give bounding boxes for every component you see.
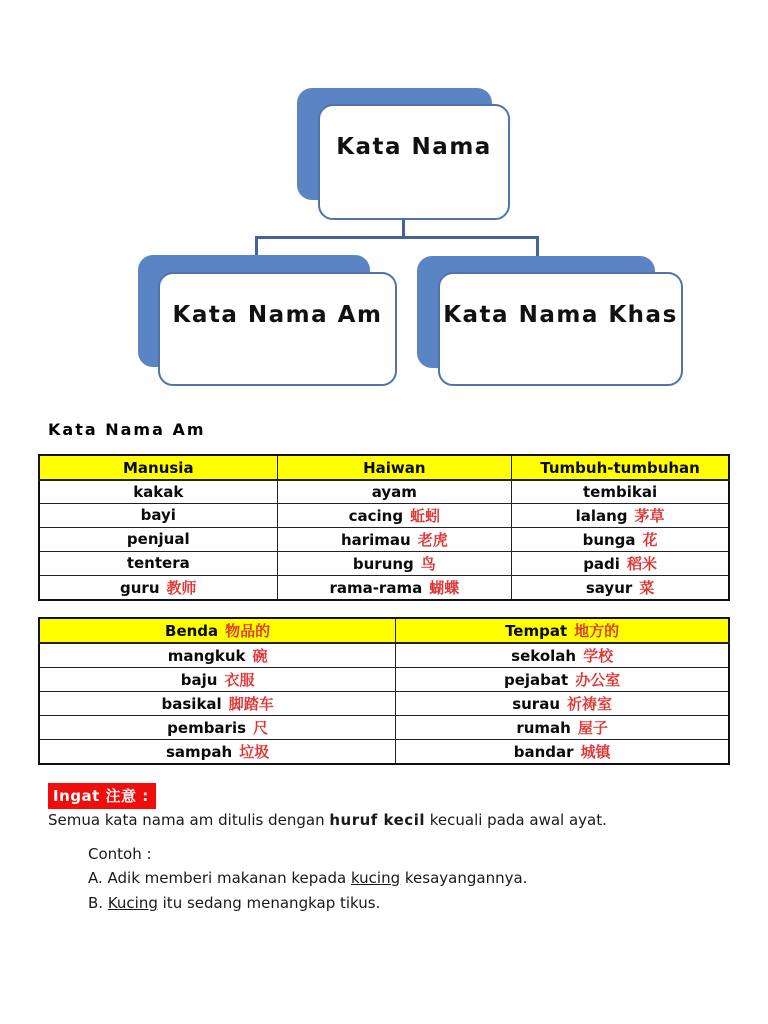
column-header-tempat: Tempat 地方的 bbox=[396, 618, 729, 643]
table-header-row bbox=[39, 455, 729, 480]
table-cell: mangkuk 碗 bbox=[39, 643, 396, 668]
root-node-label: Kata Nama bbox=[336, 134, 492, 160]
right-node-label: Kata Nama Khas bbox=[443, 302, 678, 328]
table-cell: penjual bbox=[39, 527, 277, 551]
benda-tempat-table bbox=[38, 617, 730, 765]
table-row bbox=[39, 503, 729, 527]
example-b bbox=[88, 894, 380, 912]
example-b-text: B. bbox=[88, 894, 108, 912]
column-header-tumbuhan: Tumbuh-tumbuhan bbox=[512, 455, 729, 480]
note-text-after: kecuali pada awal ayat. bbox=[424, 811, 607, 829]
table-cell: basikal 脚踏车 bbox=[39, 692, 396, 716]
note-label: Ingat 注意 : bbox=[48, 783, 156, 809]
table-cell: rumah 屋子 bbox=[396, 716, 729, 740]
example-a-text-after: kesayangannya. bbox=[400, 869, 528, 887]
example-a bbox=[88, 869, 527, 887]
table-cell: tentera bbox=[39, 551, 277, 575]
table-cell: pejabat 办公室 bbox=[396, 668, 729, 692]
table-cell: baju 衣服 bbox=[39, 668, 396, 692]
examples-heading: Contoh : bbox=[88, 845, 152, 863]
kata-nama-am-table bbox=[38, 454, 730, 601]
table-cell: bayi bbox=[39, 503, 277, 527]
column-header-manusia: Manusia bbox=[39, 455, 277, 480]
table-header-row bbox=[39, 618, 729, 643]
table-cell: pembaris 尺 bbox=[39, 716, 396, 740]
example-a-text: A. Adik memberi makanan kepada bbox=[88, 869, 351, 887]
table-row bbox=[39, 527, 729, 551]
table-cell: kakak bbox=[39, 480, 277, 503]
root-node-box bbox=[318, 104, 510, 220]
table-row bbox=[39, 716, 729, 740]
example-b-text-after: itu sedang menangkap tikus. bbox=[157, 894, 381, 912]
left-node-label: Kata Nama Am bbox=[172, 302, 383, 328]
table-cell: tembikai bbox=[512, 480, 729, 503]
example-b-underlined-word: Kucing bbox=[107, 894, 158, 912]
table-cell: bandar 城镇 bbox=[396, 740, 729, 765]
note-text bbox=[48, 811, 607, 829]
connector-vertical bbox=[402, 220, 405, 237]
table-cell: lalang 茅草 bbox=[512, 503, 729, 527]
table-row bbox=[39, 643, 729, 668]
connector-horizontal bbox=[255, 236, 539, 239]
table-cell: sampah 垃圾 bbox=[39, 740, 396, 765]
column-header-benda: Benda 物品的 bbox=[39, 618, 396, 643]
table-row bbox=[39, 480, 729, 503]
example-a-underlined-word: kucing bbox=[350, 869, 401, 887]
section-title: Kata Nama Am bbox=[48, 420, 206, 439]
table-cell: surau 祈祷室 bbox=[396, 692, 729, 716]
table-cell: harimau 老虎 bbox=[277, 527, 512, 551]
connector-left-stub bbox=[255, 236, 258, 256]
note-text-bold: huruf kecil bbox=[329, 811, 425, 829]
table-cell: ayam bbox=[277, 480, 512, 503]
table-cell: cacing 蚯蚓 bbox=[277, 503, 512, 527]
table-row bbox=[39, 668, 729, 692]
table-cell: padi 稻米 bbox=[512, 551, 729, 575]
table-cell: sayur 菜 bbox=[512, 575, 729, 600]
table-cell: burung 鸟 bbox=[277, 551, 512, 575]
right-node-box bbox=[438, 272, 683, 386]
table-cell: rama-rama 蝴蝶 bbox=[277, 575, 512, 600]
table-cell: guru 教师 bbox=[39, 575, 277, 600]
table-row bbox=[39, 740, 729, 765]
column-header-haiwan: Haiwan bbox=[277, 455, 512, 480]
connector-right-stub bbox=[536, 236, 539, 256]
table-cell: sekolah 学校 bbox=[396, 643, 729, 668]
note-text-before: Semua kata nama am ditulis dengan bbox=[48, 811, 330, 829]
table-row bbox=[39, 692, 729, 716]
left-node-box bbox=[158, 272, 397, 386]
table-cell: bunga 花 bbox=[512, 527, 729, 551]
table-row bbox=[39, 551, 729, 575]
table-row bbox=[39, 575, 729, 600]
